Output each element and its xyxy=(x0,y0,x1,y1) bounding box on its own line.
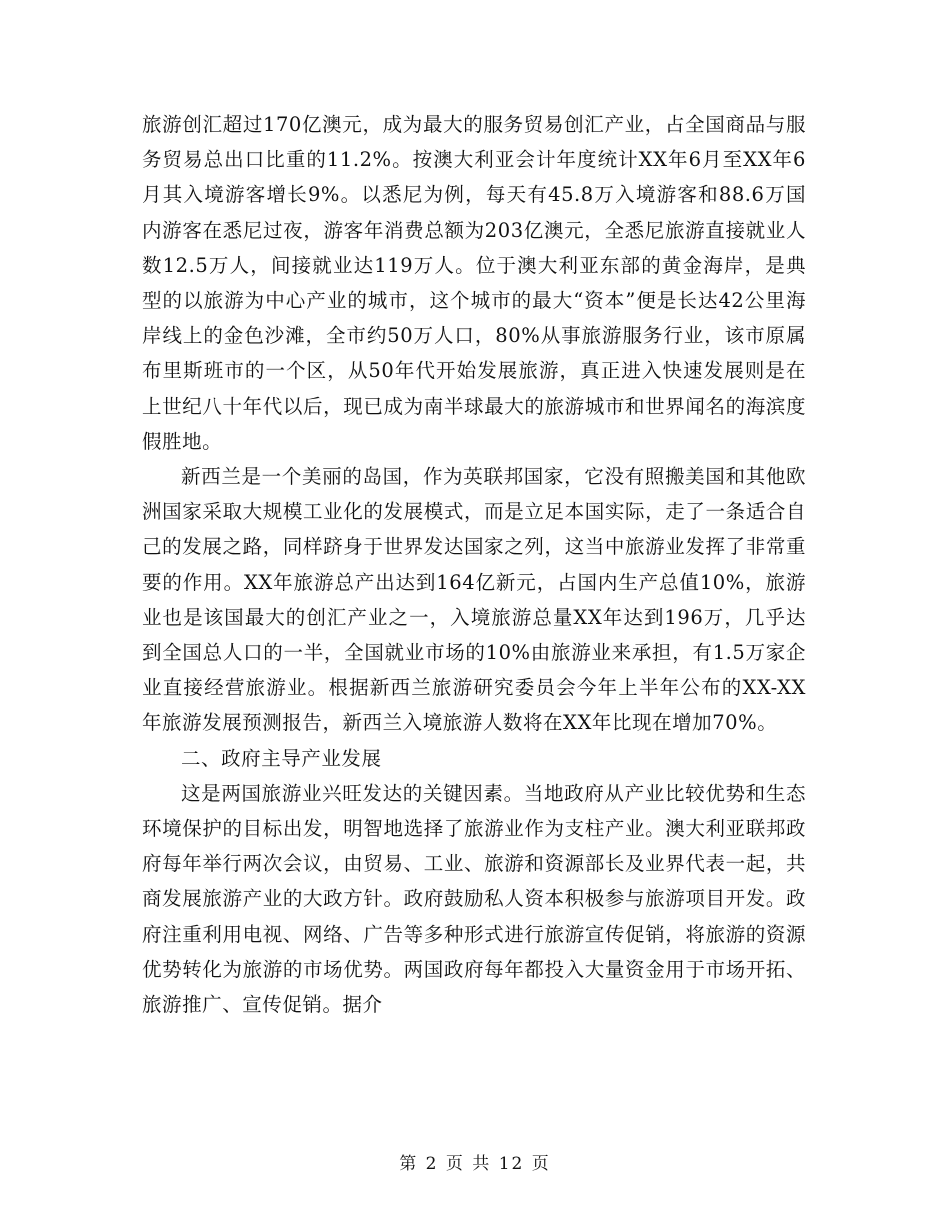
section-heading-government-led: 二、政府主导产业发展 xyxy=(181,746,382,770)
paragraph-tourism-australia: 旅游创汇超过170亿澳元，成为最大的服务贸易创汇产业，占全国商品与服务贸易总出口比重的11.2%。按澳大利亚会计年度统计XX年6月至XX年6月其入境游客增长9%。以悉尼为例，每天有45.8万入境游客和88.6万国内游客在悉尼过夜，游客年消费总额为203亿澳元，全悉尼旅游直接就业人数12.5万人，间接就业达119万人。位于澳大利亚东部的黄金海岸，是典型的以旅游为中心产业的城市，这个城市的最大“资本”便是长达42公里海岸线上的金色沙滩，全市约50万人口，80%从事旅游服务行业，该市原属布里斯班市的一个区，从50年代开始发展旅游，真正进入快速发展则是在上世纪八十年代以后，现已成为南半球最大的旅游城市和世界闻名的海滨度假胜地。 xyxy=(142,113,806,453)
paragraph-government-role: 这是两国旅游业兴旺发达的关键因素。当地政府从产业比较优势和生态环境保护的目标出发，明智地选择了旅游业作为支柱产业。澳大利亚联邦政府每年举行两次会议，由贸易、工业、旅游和资源部长及业界代表一起，共商发展旅游产业的大政方针。政府鼓励私人资本积极参与旅游项目开发。政府注重利用电视、网络、广告等多种形式进行旅游宣传促销，将旅游的资源优势转化为旅游的市场优势。两国政府每年都投入大量资金用于市场开拓、旅游推广、宣传促销。据介 xyxy=(142,781,806,1017)
paragraph-tourism-new-zealand: 新西兰是一个美丽的岛国，作为英联邦国家，它没有照搬美国和其他欧洲国家采取大规模工业化的发展模式，而是立足本国实际，走了一条适合自己的发展之路，同样跻身于世界发达国家之列，这当中旅游业发挥了非常重要的作用。XX年旅游总产出达到164亿新元，占国内生产总值10%，旅游业也是该国最大的创汇产业之一，入境旅游总量XX年达到196万，几乎达到全国总人口的一半，全国就业市场的10%由旅游业来承担，有1.5万家企业直接经营旅游业。根据新西兰旅游研究委员会今年上半年公布的XX-XX年旅游发展预测报告，新西兰入境旅游人数将在XX年比现在增加70%。 xyxy=(142,465,806,735)
page-number-footer: 第 2 页 共 12 页 xyxy=(399,1154,551,1174)
document-body xyxy=(142,107,806,1022)
